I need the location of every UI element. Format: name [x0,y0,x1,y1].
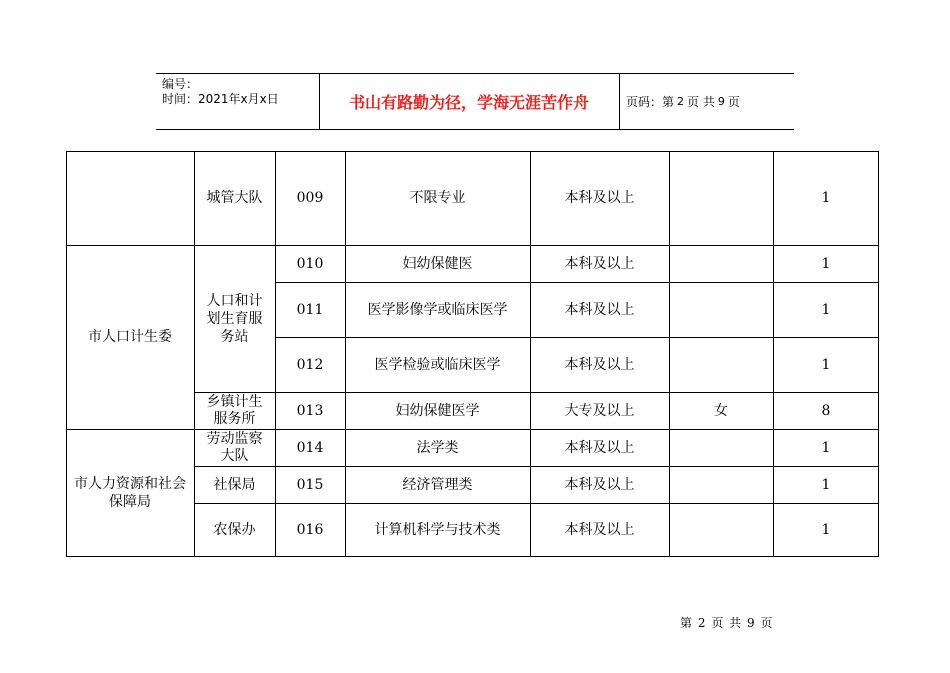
unit-cell: 社保局 [213,476,256,493]
header-meta [162,77,279,107]
header-page-mid: 页 共 [687,95,715,109]
header-page-suffix: 页 [727,95,740,109]
code-cell: 012 [296,356,324,373]
gender-cell [669,151,773,245]
footer-prefix: 第 [680,616,694,630]
page-header [156,73,794,130]
department-cell: 市人力资源和社会保障局 [74,476,186,510]
count-cell: 1 [821,439,831,456]
education-cell: 本科及以上 [564,255,635,272]
count-cell: 1 [821,190,831,206]
unit-cell: 劳动监察大队 [206,430,263,464]
education-cell: 本科及以上 [564,190,635,206]
department-cell: 市人口计生委 [88,329,172,345]
header-page-total: 9 [717,95,725,108]
header-time-label: 时间：2021年x月x日 [162,92,279,106]
count-cell: 1 [821,301,831,318]
header-number-label: 编号： [162,77,199,91]
count-cell: 1 [821,476,831,493]
code-cell: 010 [296,255,324,272]
major-cell: 法学类 [416,439,459,456]
education-cell: 大专及以上 [564,402,635,419]
header-page-info [626,74,740,129]
unit-cell: 人口和计划生育服务站 [206,292,263,345]
major-cell: 妇幼保健医学 [395,402,480,419]
code-cell: 014 [296,439,324,456]
count-cell: 8 [821,402,831,419]
education-cell: 本科及以上 [564,356,635,373]
count-cell: 1 [821,255,831,272]
gender-cell [669,337,773,392]
code-cell: 009 [296,190,324,206]
major-cell: 经济管理类 [402,476,473,493]
header-divider [619,74,620,129]
footer-page-current: 2 [697,616,707,630]
major-cell: 医学影像学或临床医学 [367,301,508,318]
gender-cell [669,429,773,466]
education-cell: 本科及以上 [564,522,635,538]
education-cell: 本科及以上 [564,301,635,318]
header-motto: 书山有路勤为径，学海无涯苦作舟 [348,93,589,112]
footer-suffix: 页 [760,616,774,630]
gender-cell [669,466,773,503]
major-cell: 不限专业 [409,190,466,206]
page-footer [680,614,773,631]
code-cell: 015 [296,476,324,493]
education-cell: 本科及以上 [564,476,635,493]
major-cell: 医学检验或临床医学 [374,356,501,373]
recruitment-table [66,151,879,557]
gender-cell [669,245,773,282]
unit-cell: 农保办 [213,522,256,538]
gender-cell [669,282,773,337]
code-cell: 011 [296,301,324,318]
code-cell: 013 [296,402,324,419]
footer-mid: 页 共 [711,616,743,630]
header-page-current: 2 [677,95,685,108]
count-cell: 1 [821,356,831,373]
unit-cell: 乡镇计生服务所 [206,393,263,427]
count-cell: 1 [821,522,831,538]
footer-page-total: 9 [746,616,756,630]
gender-cell: 女 [714,402,728,419]
major-cell: 妇幼保健医 [402,255,473,272]
unit-cell: 城管大队 [206,190,263,206]
gender-cell [669,503,773,557]
code-cell: 016 [296,522,324,538]
major-cell: 计算机科学与技术类 [374,522,501,538]
education-cell: 本科及以上 [564,439,635,456]
header-page-prefix: 页码：第 [626,95,675,109]
